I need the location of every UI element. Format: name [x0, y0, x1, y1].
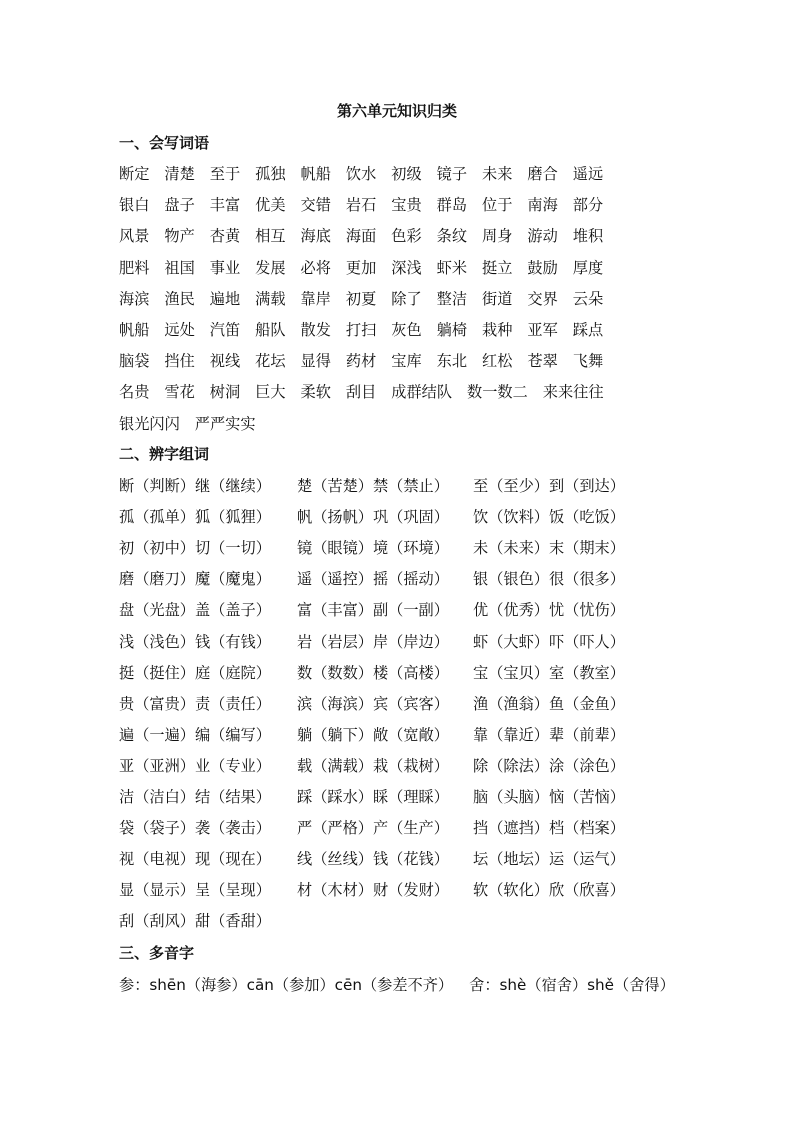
- section-heading-words: 一、会写词语: [119, 134, 210, 152]
- word-item: 严严实实: [194, 414, 256, 433]
- distinguish-row: [119, 631, 679, 653]
- distinguish-group: 亚（亚洲）业（专业）: [119, 756, 271, 775]
- page-title: 第六单元知识归类: [336, 102, 457, 120]
- word-item: 清楚: [164, 165, 195, 183]
- word-item: 帆船: [119, 321, 150, 339]
- word-item: 汽笛: [209, 321, 241, 339]
- distinguish-group: 宝（宝贝）室（教室）: [473, 663, 625, 682]
- distinguish-group: 帆（扬帆）巩（巩固）: [297, 508, 449, 527]
- distinguish-group: 严（严格）产（生产）: [297, 819, 449, 838]
- distinguish-group: 除（除法）涂（涂色）: [473, 756, 625, 775]
- word-item: 名贵: [119, 383, 150, 402]
- word-item: 肥料: [119, 258, 150, 277]
- word-row: [119, 319, 603, 341]
- distinguish-row: [119, 817, 679, 839]
- word-row: [119, 194, 603, 216]
- word-item: 交错: [300, 196, 331, 215]
- word-item: 初夏: [345, 289, 377, 308]
- word-item: 挺立: [482, 258, 513, 277]
- word-item: 祖国: [164, 258, 195, 277]
- word-item: 部分: [572, 196, 604, 215]
- distinguish-group: 渔（渔翁）鱼（金鱼）: [473, 694, 625, 713]
- word-item: 散发: [300, 321, 331, 339]
- word-item: 柔软: [300, 383, 331, 402]
- distinguish-group: 浅（浅色）钱（有钱）: [119, 632, 271, 651]
- word-item: 海面: [345, 227, 377, 246]
- word-item: 堆积: [572, 227, 604, 246]
- distinguish-group: 镜（眼镜）境（环境）: [297, 539, 449, 558]
- word-item: 色彩: [391, 227, 422, 246]
- word-item: 交界: [527, 289, 558, 308]
- word-item: 位于: [482, 196, 513, 215]
- word-item: 成群结队: [391, 383, 452, 402]
- word-row: [119, 257, 603, 279]
- distinguish-group: 材（木材）财（发财）: [297, 881, 449, 900]
- word-item: 踩点: [572, 321, 604, 339]
- distinguish-row: [119, 724, 679, 746]
- distinguish-group: 数（数数）楼（高楼）: [297, 663, 449, 682]
- polyphone-line: [119, 974, 675, 996]
- word-item: 整洁: [436, 289, 467, 308]
- distinguish-group: 虾（大虾）吓（吓人）: [473, 632, 625, 651]
- distinguish-row: [119, 786, 679, 808]
- distinguish-group: 遥（遥控）摇（摇动）: [297, 570, 449, 589]
- word-item: 船队: [255, 321, 286, 339]
- word-item: 岩石: [345, 196, 377, 215]
- distinguish-group: 洁（洁白）结（结果）: [119, 788, 271, 806]
- distinguish-group: 孤（孤单）狐（狐狸）: [119, 508, 271, 527]
- distinguish-group: 刮（刮风）甜（香甜）: [119, 912, 271, 931]
- distinguish-group: 线（丝线）钱（花钱）: [297, 850, 449, 869]
- distinguish-group: 富（丰富）副（一副）: [297, 601, 449, 620]
- distinguish-group: 贵（富贵）责（责任）: [119, 694, 271, 713]
- word-item: 盘子: [164, 196, 195, 215]
- distinguish-row: [119, 848, 679, 870]
- distinguish-row: [119, 599, 679, 621]
- word-item: 远处: [164, 321, 195, 339]
- distinguish-group: 载（满载）栽（栽树）: [297, 756, 449, 775]
- distinguish-group: 饮（饮料）饭（吃饭）: [473, 508, 625, 527]
- word-item: 飞舞: [572, 352, 604, 371]
- distinguish-row: [119, 693, 679, 715]
- word-item: 东北: [436, 352, 467, 371]
- word-item: 树洞: [209, 383, 241, 402]
- distinguish-group: 靠（靠近）辈（前辈）: [473, 725, 625, 744]
- word-item: 满载: [255, 289, 286, 308]
- word-item: 海滨: [119, 289, 150, 308]
- word-item: 靠岸: [300, 289, 331, 308]
- distinguish-group: 磨（磨刀）魔（魔鬼）: [119, 570, 271, 589]
- distinguish-group: 踩（踩水）睬（理睬）: [297, 788, 449, 806]
- distinguish-row: [119, 879, 679, 901]
- word-item: 虾米: [436, 258, 467, 277]
- word-item: 饮水: [345, 165, 377, 183]
- word-item: 遍地: [209, 289, 241, 308]
- word-item: 亚军: [527, 321, 558, 339]
- word-item: 栽种: [482, 321, 513, 339]
- distinguish-row: [119, 506, 679, 528]
- distinguish-group: 滨（海滨）宾（宾客）: [297, 694, 449, 713]
- word-item: 事业: [209, 258, 241, 277]
- word-item: 除了: [391, 289, 422, 308]
- word-row: [119, 288, 603, 310]
- distinguish-group: 岩（岩层）岸（岸边）: [297, 632, 449, 651]
- word-row: [119, 381, 604, 403]
- word-item: 数一数二: [467, 383, 528, 402]
- word-item: 周身: [482, 227, 513, 246]
- word-item: 杏黄: [209, 227, 241, 246]
- word-item: 群岛: [436, 196, 467, 215]
- distinguish-row: [119, 910, 679, 932]
- section-heading-distinguish: 二、辨字组词: [119, 445, 210, 463]
- word-item: 优美: [255, 196, 286, 215]
- word-item: 深浅: [391, 258, 422, 277]
- word-item: 灰色: [391, 321, 422, 339]
- word-item: 花坛: [255, 352, 286, 371]
- distinguish-group: 躺（躺下）敞（宽敞）: [297, 725, 449, 744]
- distinguish-group: 挺（挺住）庭（庭院）: [119, 663, 271, 682]
- word-item: 物产: [164, 227, 195, 246]
- word-item: 雪花: [164, 383, 195, 402]
- word-item: 条纹: [436, 227, 467, 246]
- word-item: 宝库: [391, 352, 422, 371]
- distinguish-row: [119, 662, 679, 684]
- word-item: 红松: [482, 352, 513, 371]
- word-item: 打扫: [345, 321, 377, 339]
- distinguish-row: [119, 568, 679, 590]
- distinguish-group: 断（判断）继（继续）: [119, 477, 271, 495]
- distinguish-group: 视（电视）现（现在）: [119, 850, 271, 869]
- distinguish-group: 坛（地坛）运（运气）: [473, 850, 625, 869]
- word-item: 帆船: [300, 165, 331, 183]
- word-row: [119, 413, 256, 435]
- word-item: 视线: [209, 352, 241, 371]
- word-item: 至于: [209, 165, 241, 183]
- word-item: 风景: [119, 227, 150, 246]
- distinguish-group: 至（至少）到（到达）: [473, 477, 625, 495]
- word-item: 发展: [255, 258, 286, 277]
- word-item: 巨大: [255, 383, 286, 402]
- distinguish-group: 盘（光盘）盖（盖子）: [119, 601, 271, 620]
- distinguish-group: 未（未来）末（期末）: [473, 539, 625, 558]
- word-row: [119, 225, 603, 247]
- word-item: 苍翠: [527, 352, 558, 371]
- word-item: 来来往往: [542, 383, 604, 402]
- word-item: 游动: [527, 227, 558, 246]
- word-item: 躺椅: [436, 321, 467, 339]
- word-item: 银光闪闪: [119, 414, 180, 433]
- distinguish-group: 楚（苦楚）禁（禁止）: [297, 477, 449, 495]
- word-item: 脑袋: [119, 352, 150, 371]
- word-item: 挡住: [164, 352, 195, 371]
- word-item: 镜子: [436, 165, 467, 183]
- word-item: 海底: [300, 227, 331, 246]
- distinguish-group: 脑（头脑）恼（苦恼）: [473, 788, 625, 806]
- distinguish-group: 软（软化）欣（欣喜）: [473, 881, 625, 900]
- distinguish-group: 显（显示）呈（呈现）: [119, 881, 271, 900]
- word-item: 云朵: [572, 289, 604, 308]
- distinguish-row: [119, 475, 679, 497]
- word-item: 药材: [345, 352, 377, 371]
- word-item: 街道: [482, 289, 513, 308]
- word-item: 宝贵: [391, 196, 422, 215]
- word-item: 鼓励: [527, 258, 558, 277]
- word-item: 磨合: [527, 165, 558, 183]
- distinguish-row: [119, 537, 679, 559]
- word-item: 断定: [119, 165, 150, 183]
- word-item: 未来: [482, 165, 513, 183]
- distinguish-group: 袋（袋子）袭（袭击）: [119, 819, 271, 838]
- word-item: 遥远: [572, 165, 604, 183]
- polyphone-she: 舍：shè（宿舍）shě（舍得）: [469, 976, 675, 994]
- distinguish-row: [119, 755, 679, 777]
- section-heading-polyphone: 三、多音字: [119, 944, 195, 962]
- word-item: 更加: [345, 258, 377, 277]
- word-item: 渔民: [164, 289, 195, 308]
- word-item: 丰富: [209, 196, 241, 215]
- word-item: 南海: [527, 196, 558, 215]
- word-item: 孤独: [255, 165, 286, 183]
- distinguish-group: 优（优秀）忧（忧伤）: [473, 601, 625, 620]
- word-item: 必将: [300, 258, 331, 277]
- distinguish-group: 遍（一遍）编（编写）: [119, 725, 271, 744]
- distinguish-group: 银（银色）很（很多）: [473, 570, 625, 589]
- word-item: 银白: [119, 196, 150, 215]
- distinguish-group: 初（初中）切（一切）: [119, 539, 271, 558]
- distinguish-group: 挡（遮挡）档（档案）: [473, 819, 625, 838]
- word-item: 相互: [255, 227, 286, 246]
- word-item: 厚度: [572, 258, 604, 277]
- word-row: [119, 350, 603, 372]
- word-row: [119, 163, 603, 185]
- word-item: 显得: [300, 352, 331, 371]
- word-item: 初级: [391, 165, 422, 183]
- polyphone-can: 参：shēn（海参）cān（参加）cēn（参差不齐）: [119, 976, 454, 994]
- word-item: 刮目: [345, 383, 377, 402]
